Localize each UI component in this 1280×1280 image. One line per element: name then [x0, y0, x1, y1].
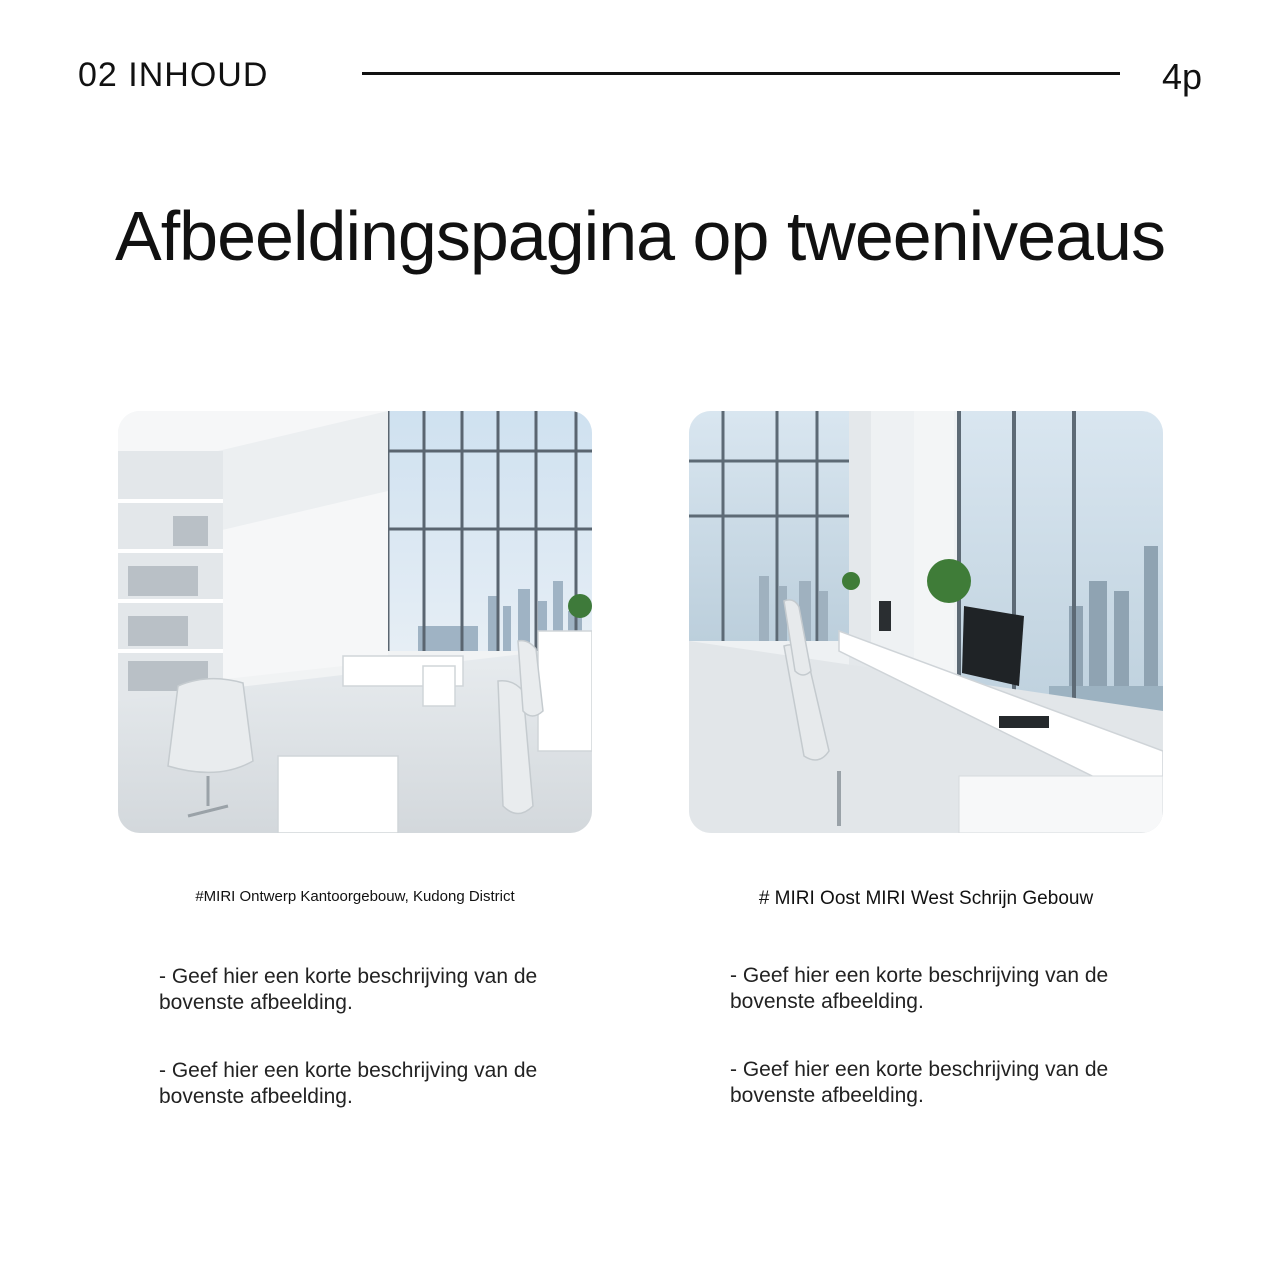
page-title: Afbeeldingspagina op tweeniveaus: [115, 197, 1165, 275]
description-text: - Geef hier een korte beschrijving van de bovenste afbeelding.: [159, 1059, 538, 1108]
image-caption-right: # MIRI Oost MIRI West Schrijn Gebouw: [758, 888, 1094, 909]
section-label: 02 INHOUD: [78, 56, 269, 94]
header-divider: [362, 72, 1120, 75]
office-interior-photo-left: [118, 411, 592, 833]
description-text: - Geef hier een korte beschrijving van de bovenste afbeelding.: [730, 964, 1109, 1013]
description-text: - Geef hier een korte beschrijving van de bovenste afbeelding.: [159, 965, 538, 1014]
office-interior-photo-right: [689, 411, 1163, 833]
description-text: - Geef hier een korte beschrijving van de bovenste afbeelding.: [730, 1058, 1109, 1107]
page-number: 4p: [1161, 56, 1202, 97]
image-caption-left: #MIRI Ontwerp Kantoorgebouw, Kudong District: [195, 888, 515, 905]
